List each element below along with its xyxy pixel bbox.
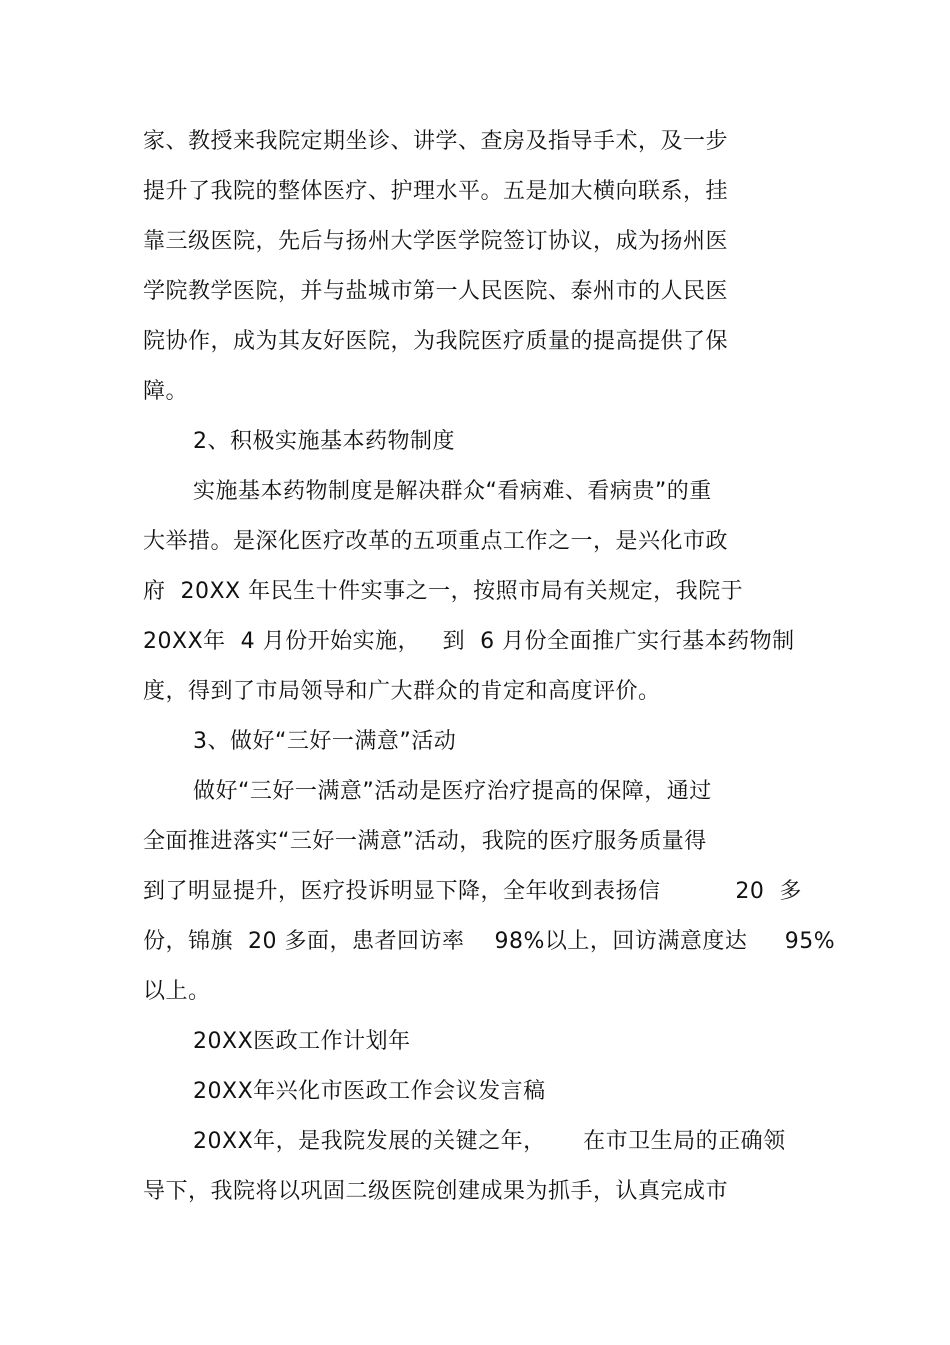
text-line: 做好“三好一满意”活动是医疗治疗提高的保障，通过 [193,779,712,804]
text-line: 院协作，成为其友好医院，为我院医疗质量的提高提供了保 [143,329,729,354]
text-line: 障。 [143,379,189,404]
text-line: 家、教授来我院定期坐诊、讲学、查房及指导手术，及一步 [143,129,729,154]
section-heading: 3、做好“三好一满意”活动 [193,729,457,754]
text-line: 导下，我院将以巩固二级医院创建成果为抓手，认真完成市 [143,1179,729,1204]
text-line: 学院教学医院，并与盐城市第一人民医院、泰州市的人民医 [143,279,729,304]
text-line: 到了明显提升，医疗投诉明显下降，全年收到表扬信 20 多 [143,879,802,904]
text-line: 全面推进落实“三好一满意”活动，我院的医疗服务质量得 [143,829,707,854]
text-line: 实施基本药物制度是解决群众“看病难、看病贵”的重 [193,479,712,504]
text-line: 府 20XX 年民生十件实事之一，按照市局有关规定，我院于 [143,579,744,604]
text-line: 20XX年，是我院发展的关键之年， 在市卫生局的正确领 [193,1129,786,1154]
text-line: 以上。 [143,979,211,1004]
section-heading: 20XX年兴化市医政工作会议发言稿 [193,1079,546,1104]
text-line: 度，得到了市局领导和广大群众的肯定和高度评价。 [143,679,661,704]
section-heading: 20XX医政工作计划年 [193,1029,411,1054]
text-line: 份，锦旗 20 多面，患者回访率 98%以上，回访满意度达 95% [143,929,836,954]
text-line: 靠三级医院，先后与扬州大学医学院签订协议，成为扬州医 [143,229,729,254]
text-line: 提升了我院的整体医疗、护理水平。五是加大横向联系，挂 [143,179,729,204]
section-heading: 2、积极实施基本药物制度 [193,429,455,454]
text-line: 20XX年 4 月份开始实施， 到 6 月份全面推广实行基本药物制 [143,629,795,654]
text-line: 大举措。是深化医疗改革的五项重点工作之一，是兴化市政 [143,529,729,554]
